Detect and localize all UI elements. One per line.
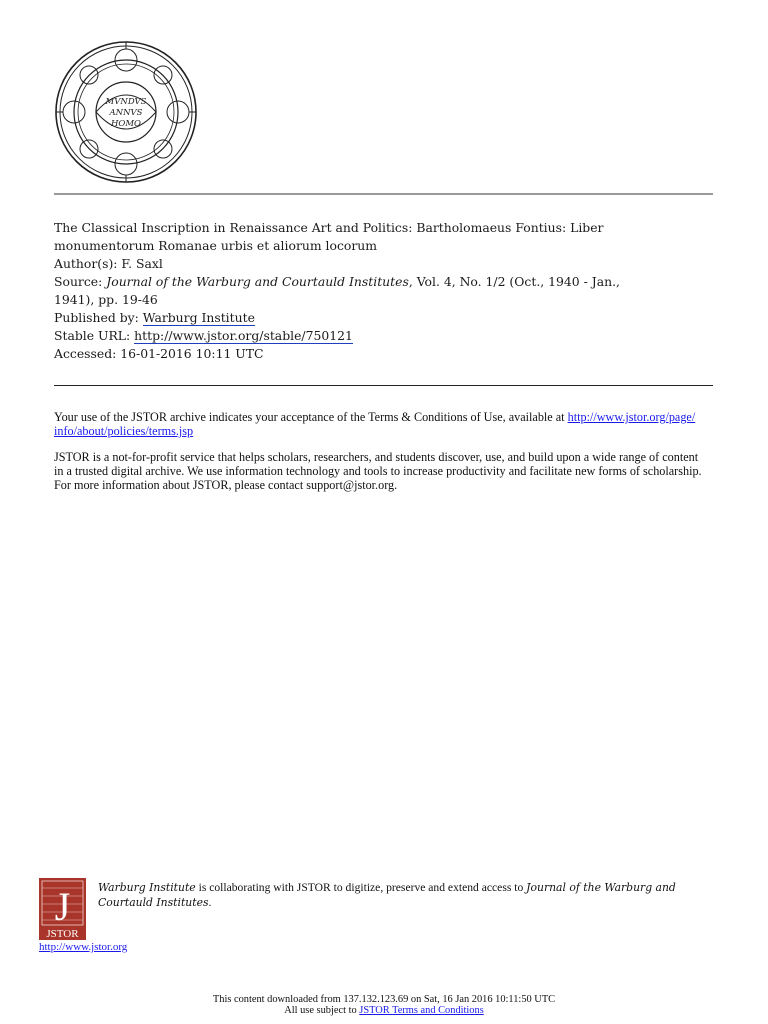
about-jstor [54,450,724,492]
collab-journal-part-1: Journal of the Warburg and [526,881,676,894]
collab-middle: is collaborating with JSTOR to digitize, preserve and extend access to [195,881,527,894]
jstor-notice [54,410,724,504]
footer-terms-prefix: All use subject to [284,1005,360,1016]
footer-terms-link[interactable]: JSTOR Terms and Conditions [359,1005,484,1016]
footer-terms [0,1005,768,1016]
footer-download-info: This content downloaded from 137.132.123.69 on Sat, 16 Jan 2016 10:11:50 UTC [212,994,556,1005]
jstor-logo-letter: J [54,884,71,929]
publisher-link[interactable]: Warburg Institute [142,310,255,325]
published-label: Published by: [54,310,139,325]
terms-link-part-1[interactable]: http://www.jstor.org/page/ [567,410,696,424]
middle-divider [54,385,713,386]
article-title-line-1: The Classical Inscription in Renaissance Art and Politics: Bartholomaeus Fontius: Liber [54,220,604,235]
jstor-home-link[interactable]: http://www.jstor.org [39,941,128,953]
article-source-pages: 1941), pp. 19-46 [54,292,158,307]
collab-journal-part-2: Courtauld Institutes [98,896,209,909]
seal-text-annus: ANNVS [109,108,143,118]
collab-end: . [208,896,212,909]
terms-link-part-2[interactable]: info/about/policies/terms.jsp [54,424,194,438]
source-journal: Journal of the Warburg and Courtauld Institutes [106,274,409,289]
collaboration-statement [98,880,698,910]
stable-url-link[interactable]: http://www.jstor.org/stable/750121 [134,328,353,343]
terms-text: Your use of the JSTOR archive indicates your acceptance of the Terms & Conditions of Use, available at [54,410,565,424]
article-source [54,273,714,291]
jstor-logo-icon [39,878,86,940]
source-label: Source: [54,274,103,289]
article-title-line-2: monumentorum Romanae urbis et aliorum locorum [54,238,378,253]
stable-url-label: Stable URL: [54,328,131,343]
article-stable-url [54,327,714,345]
warburg-seal-logo [52,38,200,186]
about-line-1: JSTOR is a not-for-profit service that helps scholars, researchers, and students discover, use, and build upon a wide range of content [54,450,699,464]
download-footer [0,994,768,1016]
about-line-3: For more information about JSTOR, please contact support@jstor.org. [54,478,398,492]
seal-text-homo: HOMO [110,119,142,129]
jstor-logo [39,878,86,940]
source-volume: , Vol. 4, No. 1/2 (Oct., 1940 - Jan., [408,274,620,289]
article-publisher [54,309,714,327]
article-author: Author(s): F. Saxl [54,256,163,271]
jstor-logo-word: JSTOR [46,928,79,940]
seal-text-mundus: MVNDVS [105,97,147,107]
top-divider [54,193,713,195]
collab-publisher: Warburg Institute [98,881,196,894]
about-line-2: in a trusted digital archive. We use information technology and tools to increase productivity and facilitate new forms of scholarship. [54,464,702,478]
warburg-seal-icon [52,38,200,186]
article-metadata [54,219,714,363]
terms-notice [54,410,724,438]
article-accessed: Accessed: 16-01-2016 10:11 UTC [54,346,264,361]
